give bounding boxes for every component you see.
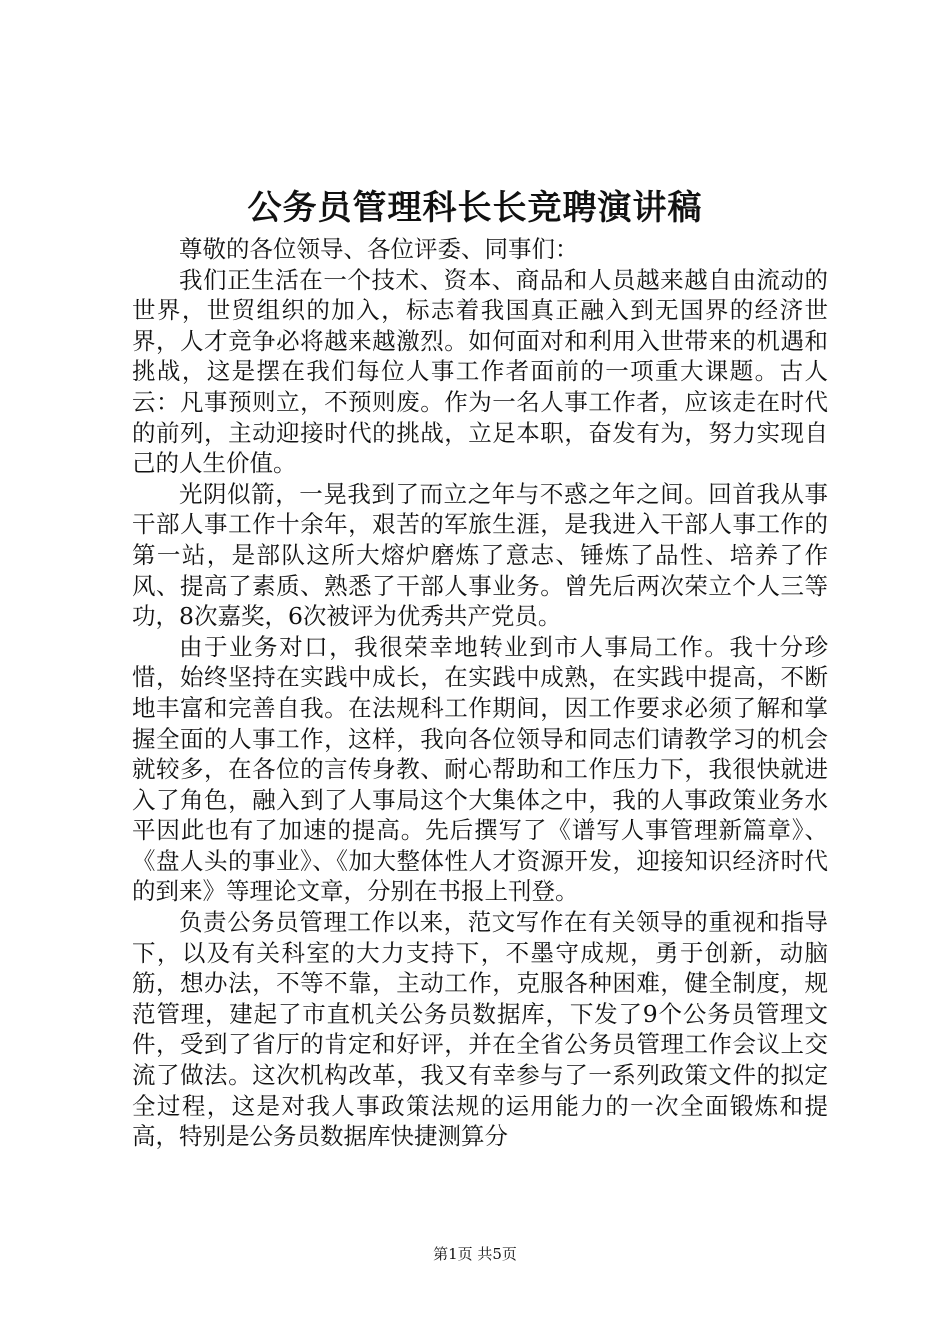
document-title: 公务员管理科长长竞聘演讲稿 <box>247 188 703 228</box>
page-footer: 第1页 共5页 <box>433 1245 517 1263</box>
paragraph: 负责公务员管理工作以来，范文写作在有关领导的重视和指导下，以及有关科室的大力支持下，不墨守成规，勇于创新，动脑筋，想办法，不等不靠，主动工作，克服各种困难，健全制度，规范管理，建起了市直机关公务员数据库，下发了9个公务员管理文件，受到了省厅的肯定和好评，并在全省公务员管理工作会议上交流了做法。这次机构改革，我又有幸参与了一系列政策文件的拟定全过程，这是对我人事政策法规的运用能力的一次全面锻炼和提高，特别是公务员数据库快捷测算分 <box>132 908 828 1151</box>
document-body <box>132 234 828 1152</box>
salutation: 尊敬的各位领导、各位评委、同事们： <box>179 235 579 263</box>
paragraph: 我们正生活在一个技术、资本、商品和人员越来越自由流动的世界，世贸组织的加入，标志着我国真正融入到无国界的经济世界，人才竞争必将越来越激烈。如何面对和利用入世带来的机遇和挑战，这是摆在我们每位人事工作者面前的一项重大课题。古人云：凡事预则立，不预则废。作为一名人事工作者，应该走在时代的前列，主动迎接时代的挑战，立足本职，奋发有为，努力实现自己的人生价值。 <box>132 265 828 478</box>
paragraph: 由于业务对口，我很荣幸地转业到市人事局工作。我十分珍惜，始终坚持在实践中成长，在实践中成熟，在实践中提高，不断地丰富和完善自我。在法规科工作期间，因工作要求必须了解和掌握全面的人事工作，这样，我向各位领导和同志们请教学习的机会就较多，在各位的言传身教、耐心帮助和工作压力下，我很快就进入了角色，融入到了人事局这个大集体之中，我的人事政策业务水平因此也有了加速的提高。先后撰写了《谱写人事管理新篇章》、《盘人头的事业》、《加大整体性人才资源开发，迎接知识经济时代的到来》等理论文章，分别在书报上刊登。 <box>132 632 828 906</box>
paragraph: 光阴似箭，一晃我到了而立之年与不惑之年之间。回首我从事干部人事工作十余年，艰苦的军旅生涯，是我进入干部人事工作的第一站，是部队这所大熔炉磨炼了意志、锤炼了品性、培养了作风、提高了素质、熟悉了干部人事业务。曾先后两次荣立个人三等功，8次嘉奖，6次被评为优秀共产党员。 <box>132 479 828 631</box>
